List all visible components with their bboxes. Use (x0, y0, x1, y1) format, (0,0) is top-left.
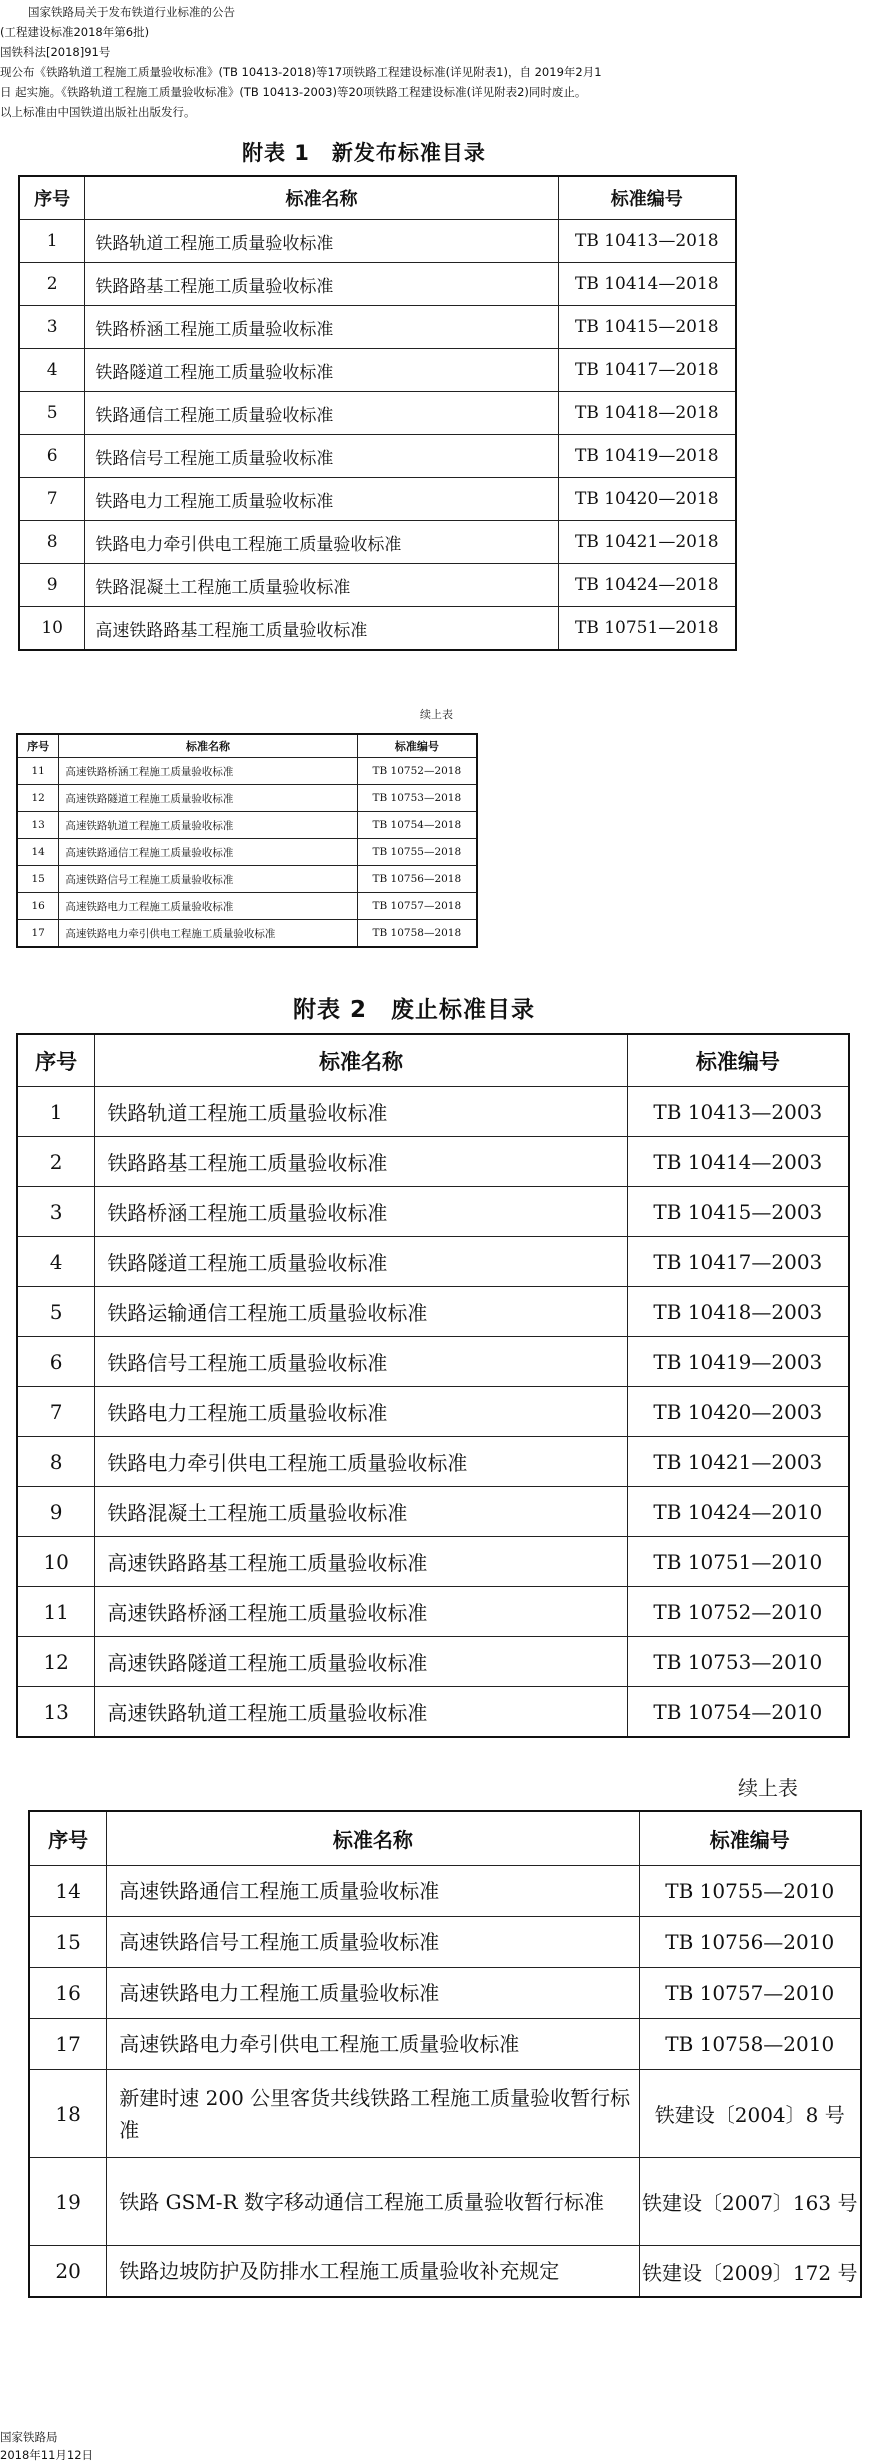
col-header-code: 标准编号 (357, 734, 477, 758)
standard-code: TB 10417—2018 (558, 349, 736, 392)
row-number: 18 (29, 2070, 107, 2158)
standard-name: 高速铁路通信工程施工质量验收标准 (59, 839, 357, 866)
table1-title: 附表 1 新发布标准目录 (242, 141, 486, 165)
standard-name: 铁路隧道工程施工质量验收标准 (85, 349, 558, 392)
standard-code: TB 10415—2018 (558, 306, 736, 349)
table-row (17, 839, 477, 866)
row-number: 17 (29, 2019, 107, 2070)
row-number: 1 (17, 1087, 95, 1137)
standard-name: 铁路 GSM-R 数字移动通信工程施工质量验收暂行标准 (107, 2158, 639, 2246)
table-row (19, 521, 736, 564)
standard-code: TB 10758—2018 (357, 920, 477, 948)
standard-name: 高速铁路桥涵工程施工质量验收标准 (59, 758, 357, 785)
row-number: 16 (17, 893, 59, 920)
row-number: 10 (19, 607, 85, 651)
notice-footer (0, 2428, 93, 2464)
table-row (19, 478, 736, 521)
table2-continued (28, 1810, 862, 2298)
row-number: 11 (17, 758, 59, 785)
standard-name: 铁路桥涵工程施工质量验收标准 (95, 1187, 627, 1237)
standard-code: TB 10421—2003 (627, 1437, 849, 1487)
row-number: 17 (17, 920, 59, 948)
row-number: 10 (17, 1537, 95, 1587)
notice-header (0, 2, 884, 122)
table-row (17, 1637, 849, 1687)
standard-code: TB 10413—2018 (558, 220, 736, 263)
table-row (17, 1337, 849, 1387)
table-header-row (17, 734, 477, 758)
standard-name: 高速铁路信号工程施工质量验收标准 (107, 1917, 639, 1968)
table2-cont-label: 续上表 (738, 1776, 798, 1800)
table-row (17, 1287, 849, 1337)
table2-abolished-standards (16, 1033, 850, 1738)
table-row (17, 1687, 849, 1738)
standard-name: 铁路电力工程施工质量验收标准 (95, 1387, 627, 1437)
table-row (17, 1187, 849, 1237)
standard-name: 铁路信号工程施工质量验收标准 (85, 435, 558, 478)
col-header-name: 标准名称 (95, 1034, 627, 1087)
col-header-name: 标准名称 (85, 176, 558, 220)
table-row (17, 920, 477, 948)
table2-title: 附表 2 废止标准目录 (293, 997, 536, 1023)
table-row (17, 812, 477, 839)
table-row (19, 607, 736, 651)
row-number: 12 (17, 785, 59, 812)
standard-code: TB 10751—2018 (558, 607, 736, 651)
row-number: 19 (29, 2158, 107, 2246)
standard-code: TB 10414—2003 (627, 1137, 849, 1187)
standard-name: 铁路运输通信工程施工质量验收标准 (95, 1287, 627, 1337)
standard-name: 高速铁路隧道工程施工质量验收标准 (59, 785, 357, 812)
table1-continued (16, 733, 478, 948)
standard-code: TB 10755—2018 (357, 839, 477, 866)
col-header-name: 标准名称 (59, 734, 357, 758)
row-number: 5 (17, 1287, 95, 1337)
table-row (19, 392, 736, 435)
row-number: 7 (19, 478, 85, 521)
table-row (29, 2158, 861, 2246)
standard-code: TB 10420—2018 (558, 478, 736, 521)
row-number: 15 (29, 1917, 107, 1968)
col-header-code: 标准编号 (627, 1034, 849, 1087)
table-header-row (17, 1034, 849, 1087)
standard-code: TB 10413—2003 (627, 1087, 849, 1137)
standard-code: TB 10415—2003 (627, 1187, 849, 1237)
row-number: 6 (17, 1337, 95, 1387)
standard-name: 铁路信号工程施工质量验收标准 (95, 1337, 627, 1387)
standard-name: 铁路桥涵工程施工质量验收标准 (85, 306, 558, 349)
table-row (29, 1866, 861, 1917)
standard-code: 铁建设〔2004〕8 号 (639, 2070, 861, 2158)
table-row (19, 220, 736, 263)
table-row (29, 1968, 861, 2019)
notice-body-line: 现公布《铁路轨道工程施工质量验收标准》(TB 10413-2018)等17项铁路工程建设标准(详见附表1)，自 2019年2月1 (0, 65, 602, 79)
standard-code: TB 10757—2010 (639, 1968, 861, 2019)
row-number: 12 (17, 1637, 95, 1687)
table-header-row (29, 1811, 861, 1866)
row-number: 6 (19, 435, 85, 478)
row-number: 4 (17, 1237, 95, 1287)
standard-name: 高速铁路路基工程施工质量验收标准 (85, 607, 558, 651)
table1-cont-label: 续上表 (420, 708, 453, 721)
standard-name: 铁路路基工程施工质量验收标准 (85, 263, 558, 306)
standard-name: 高速铁路电力工程施工质量验收标准 (59, 893, 357, 920)
table-row (17, 1087, 849, 1137)
standard-code: TB 10756—2010 (639, 1917, 861, 1968)
row-number: 9 (19, 564, 85, 607)
standard-code: TB 10758—2010 (639, 2019, 861, 2070)
table-row (29, 2019, 861, 2070)
table-header-row (19, 176, 736, 220)
standard-code: TB 10420—2003 (627, 1387, 849, 1437)
standard-name: 铁路路基工程施工质量验收标准 (95, 1137, 627, 1187)
col-header-no: 序号 (19, 176, 85, 220)
standard-code: TB 10754—2018 (357, 812, 477, 839)
standard-name: 铁路混凝土工程施工质量验收标准 (85, 564, 558, 607)
table-row (17, 785, 477, 812)
standard-name: 铁路边坡防护及防排水工程施工质量验收补充规定 (107, 2246, 639, 2298)
standard-code: TB 10752—2018 (357, 758, 477, 785)
standard-name: 高速铁路电力牵引供电工程施工质量验收标准 (59, 920, 357, 948)
standard-code: TB 10757—2018 (357, 893, 477, 920)
table-row (17, 1237, 849, 1287)
row-number: 11 (17, 1587, 95, 1637)
table-row (29, 1917, 861, 1968)
standard-name: 铁路轨道工程施工质量验收标准 (85, 220, 558, 263)
row-number: 8 (17, 1437, 95, 1487)
standard-code: TB 10753—2010 (627, 1637, 849, 1687)
standard-name: 铁路混凝土工程施工质量验收标准 (95, 1487, 627, 1537)
standard-code: TB 10419—2018 (558, 435, 736, 478)
standard-name: 铁路通信工程施工质量验收标准 (85, 392, 558, 435)
row-number: 7 (17, 1387, 95, 1437)
standard-name: 高速铁路路基工程施工质量验收标准 (95, 1537, 627, 1587)
table-row (19, 263, 736, 306)
notice-body-line: 日 起实施。《铁路轨道工程施工质量验收标准》(TB 10413-2003)等20项铁路工程建设标准(详见附表2)同时废止。 (0, 85, 587, 99)
row-number: 8 (19, 521, 85, 564)
table-row (17, 1487, 849, 1537)
table-row (17, 866, 477, 893)
standard-name: 高速铁路桥涵工程施工质量验收标准 (95, 1587, 627, 1637)
standard-name: 高速铁路信号工程施工质量验收标准 (59, 866, 357, 893)
issue-date: 2018年11月12日 (0, 2448, 94, 2462)
table-row (19, 564, 736, 607)
table-row (17, 893, 477, 920)
col-header-code: 标准编号 (558, 176, 736, 220)
standard-name: 铁路轨道工程施工质量验收标准 (95, 1087, 627, 1137)
row-number: 14 (17, 839, 59, 866)
row-number: 5 (19, 392, 85, 435)
row-number: 13 (17, 812, 59, 839)
standard-code: TB 10755—2010 (639, 1866, 861, 1917)
row-number: 13 (17, 1687, 95, 1738)
issuer: 国家铁路局 (0, 2430, 58, 2444)
row-number: 2 (19, 263, 85, 306)
standard-code: TB 10417—2003 (627, 1237, 849, 1287)
standard-code: TB 10418—2018 (558, 392, 736, 435)
standard-name: 高速铁路轨道工程施工质量验收标准 (59, 812, 357, 839)
table-row (19, 349, 736, 392)
standard-name: 新建时速 200 公里客货共线铁路工程施工质量验收暂行标准 (107, 2070, 639, 2158)
notice-subtitle: (工程建设标准2018年第6批) (0, 25, 150, 39)
standard-code: 铁建设〔2009〕172 号 (639, 2246, 861, 2298)
col-header-code: 标准编号 (639, 1811, 861, 1866)
row-number: 16 (29, 1968, 107, 2019)
table-row (17, 1587, 849, 1637)
table-row (19, 306, 736, 349)
table-row (29, 2070, 861, 2158)
row-number: 9 (17, 1487, 95, 1537)
row-number: 2 (17, 1137, 95, 1187)
standard-code: TB 10753—2018 (357, 785, 477, 812)
table-row (17, 1137, 849, 1187)
standard-name: 铁路电力工程施工质量验收标准 (85, 478, 558, 521)
notice-body-line: 以上标准由中国铁道出版社出版发行。 (0, 105, 196, 119)
col-header-no: 序号 (17, 1034, 95, 1087)
standard-name: 高速铁路电力牵引供电工程施工质量验收标准 (107, 2019, 639, 2070)
notice-title: 国家铁路局关于发布铁道行业标准的公告 (28, 5, 235, 19)
standard-code: TB 10424—2010 (627, 1487, 849, 1537)
col-header-no: 序号 (29, 1811, 107, 1866)
row-number: 1 (19, 220, 85, 263)
table-row (17, 1437, 849, 1487)
notice-doc-number: 国铁科法[2018]91号 (0, 45, 111, 59)
standard-code: TB 10754—2010 (627, 1687, 849, 1738)
row-number: 20 (29, 2246, 107, 2298)
standard-code: TB 10418—2003 (627, 1287, 849, 1337)
row-number: 15 (17, 866, 59, 893)
standard-code: TB 10419—2003 (627, 1337, 849, 1387)
col-header-no: 序号 (17, 734, 59, 758)
standard-name: 铁路电力牵引供电工程施工质量验收标准 (95, 1437, 627, 1487)
standard-name: 铁路电力牵引供电工程施工质量验收标准 (85, 521, 558, 564)
standard-name: 高速铁路通信工程施工质量验收标准 (107, 1866, 639, 1917)
standard-code: TB 10414—2018 (558, 263, 736, 306)
standard-name: 高速铁路电力工程施工质量验收标准 (107, 1968, 639, 2019)
table-row (19, 435, 736, 478)
standard-name: 高速铁路隧道工程施工质量验收标准 (95, 1637, 627, 1687)
table-row (17, 758, 477, 785)
standard-code: TB 10751—2010 (627, 1537, 849, 1587)
row-number: 3 (17, 1187, 95, 1237)
row-number: 4 (19, 349, 85, 392)
table-row (17, 1387, 849, 1437)
table-row (17, 1537, 849, 1587)
standard-code: TB 10756—2018 (357, 866, 477, 893)
table-row (29, 2246, 861, 2298)
standard-code: TB 10421—2018 (558, 521, 736, 564)
table1-new-standards (18, 175, 737, 651)
row-number: 3 (19, 306, 85, 349)
standard-code: TB 10752—2010 (627, 1587, 849, 1637)
standard-code: TB 10424—2018 (558, 564, 736, 607)
row-number: 14 (29, 1866, 107, 1917)
standard-name: 高速铁路轨道工程施工质量验收标准 (95, 1687, 627, 1738)
standard-code: 铁建设〔2007〕163 号 (639, 2158, 861, 2246)
col-header-name: 标准名称 (107, 1811, 639, 1866)
standard-name: 铁路隧道工程施工质量验收标准 (95, 1237, 627, 1287)
